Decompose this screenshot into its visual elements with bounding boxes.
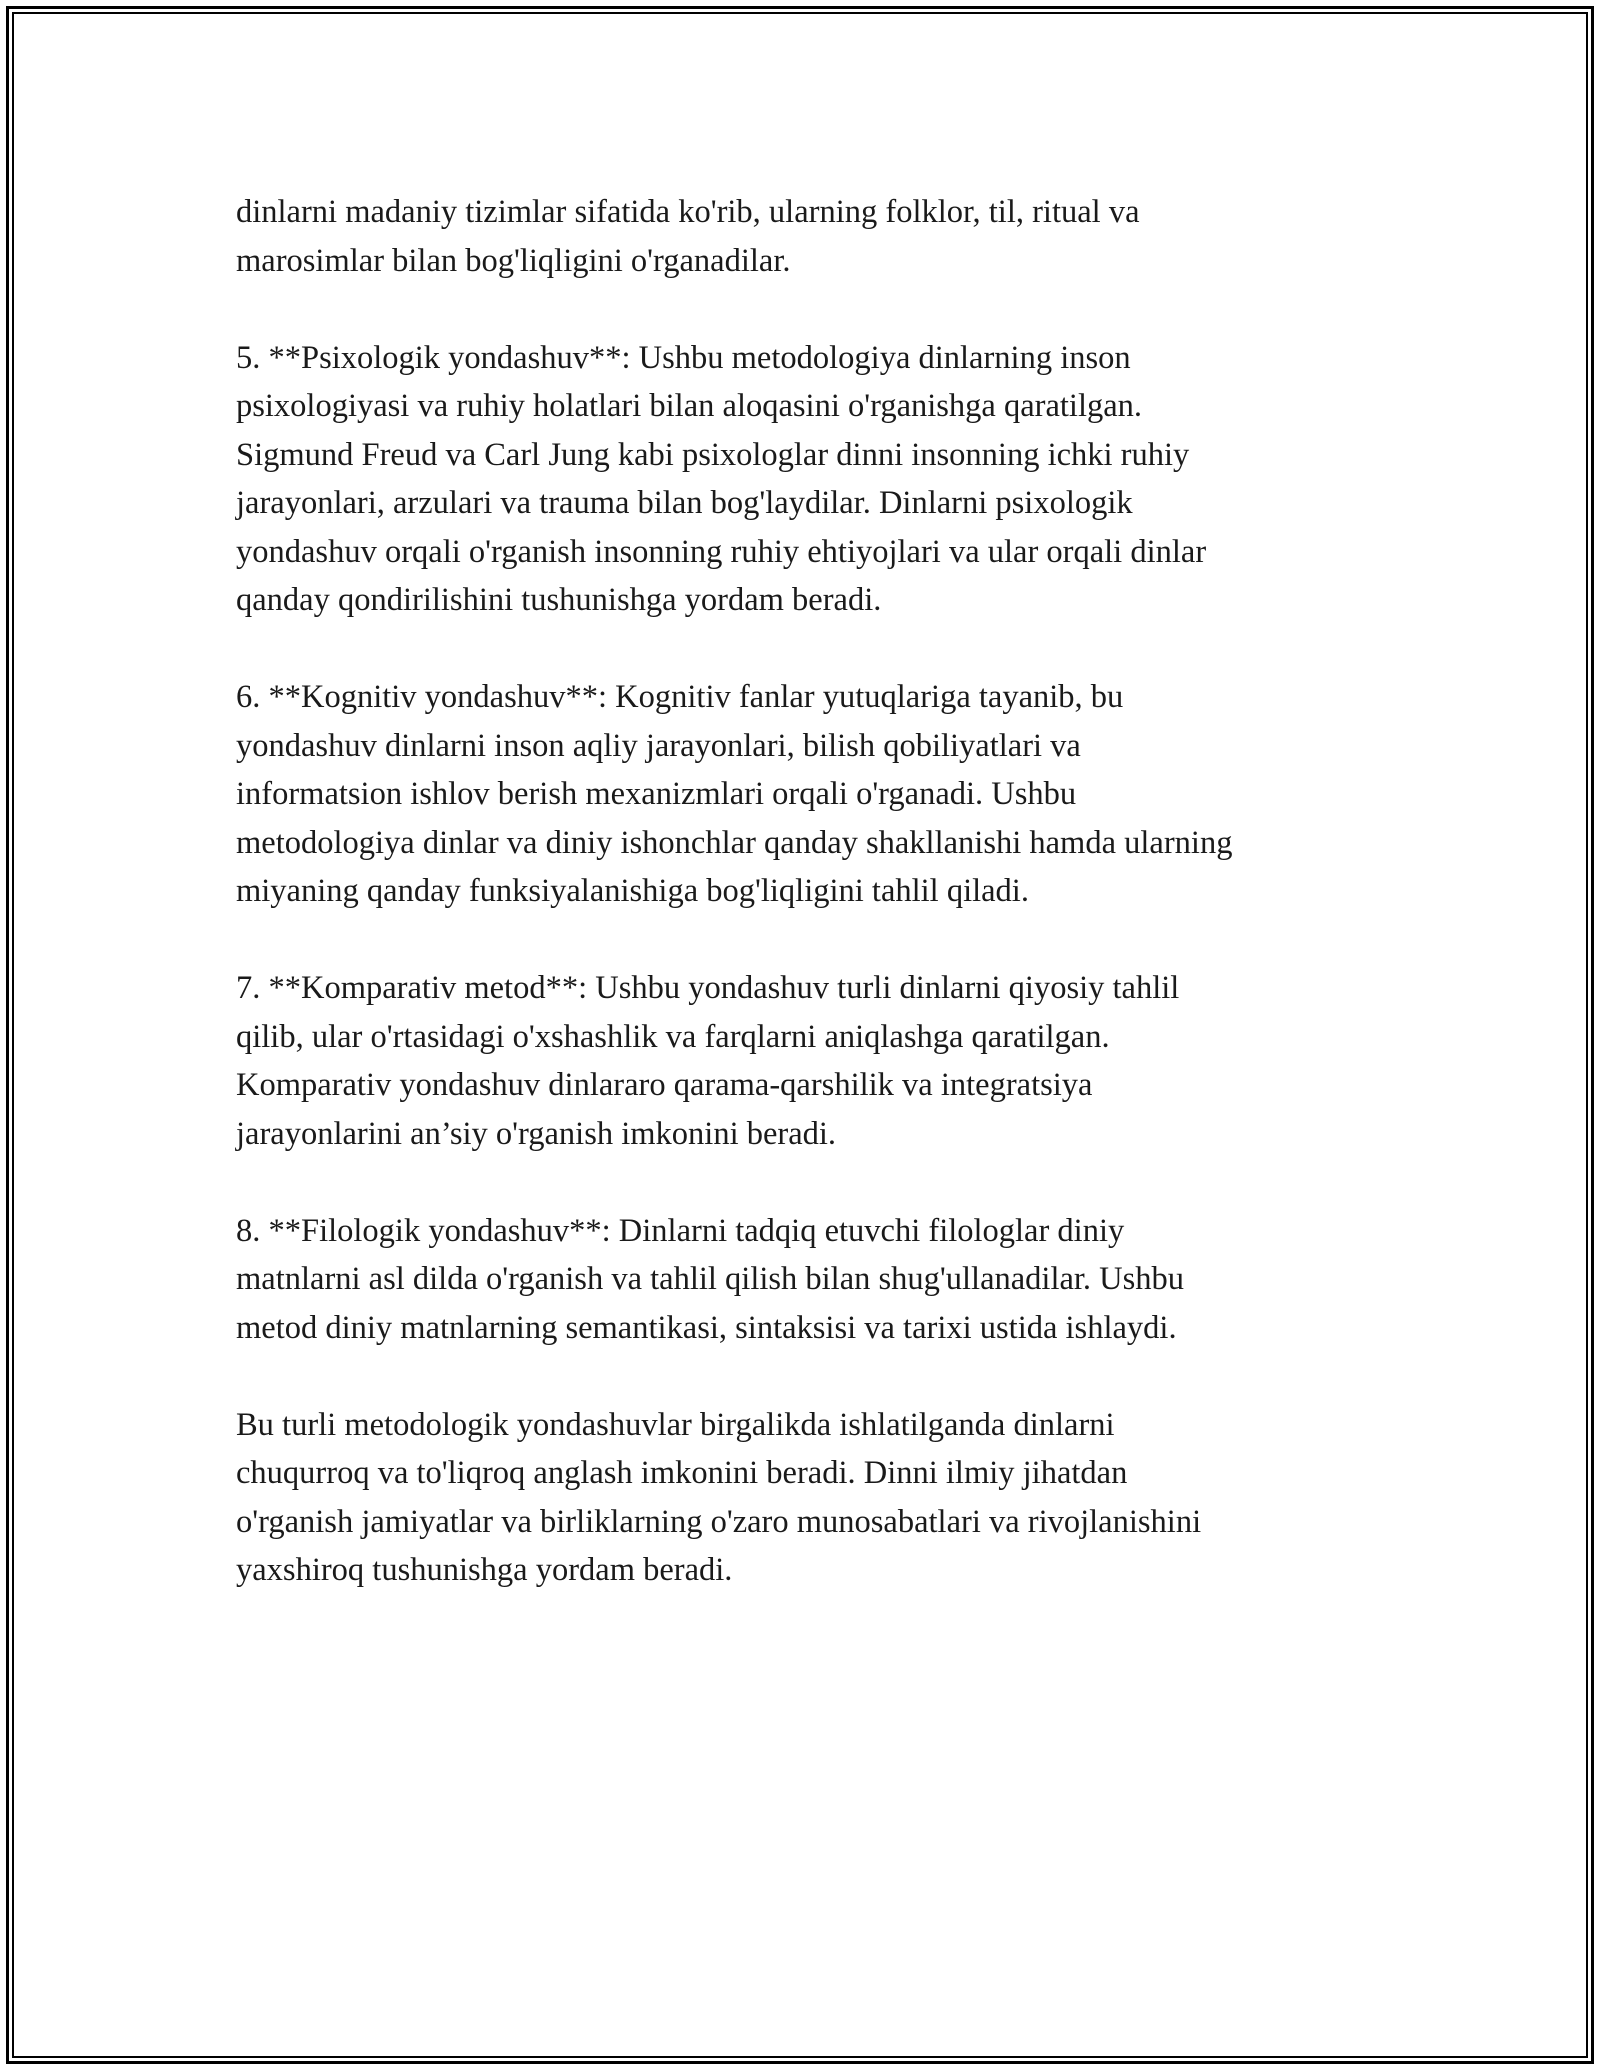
paragraph-conclusion: Bu turli metodologik yondashuvlar birgalikda ishlatilganda dinlarni chuqurroq va to'liqroq anglash imkonini beradi. Dinni ilmiy jihatdan o'rganish jamiyatlar va birliklarning o'zaro munosabatlari va rivojlanishini yaxshiroq tushunishga yordam beradi.: [236, 1406, 1202, 1588]
paragraph-cognitive-approach: 6. **Kognitiv yondashuv**: Kognitiv fanlar yutuqlariga tayanib, bu yondashuv dinlarni inson aqliy jarayonlari, bilish qobiliyatlari va informatsion ishlov berish mexanizmlari orqali o'rganadi. Ushbu metodologiya dinlar va diniy ishonchlar qanday shakllanishi hamda ularning miyaning qanday funksiyalanishiga bog'liqligini tahlil qiladi.: [236, 679, 1233, 909]
paragraph-comparative-method: 7. **Komparativ metod**: Ushbu yondashuv turli dinlarni qiyosiy tahlil qilib, ular o'rtasidagi o'xshashlik va farqlarni aniqlashga qaratilgan. Komparativ yondashuv dinlararo qarama-qarshilik va integratsiya jarayonlarini an’siy o'rganish imkonini beradi.: [236, 970, 1180, 1152]
document-body: [236, 188, 1376, 1643]
paragraph-psychological-approach: 5. **Psixologik yondashuv**: Ushbu metodologiya dinlarning inson psixologiyasi va ruhiy holatlari bilan aloqasini o'rganishga qaratilgan. Sigmund Freud va Carl Jung kabi psixologlar dinni insonning ichki ruhiy jarayonlari, arzulari va trauma bilan bog'laydilar. Dinlarni psixologik yondashuv orqali o'rganish insonning ruhiy ehtiyojlari va ular orqali dinlar qanday qondirilishini tushunishga yordam beradi.: [236, 339, 1207, 618]
paragraph-intro-continuation: dinlarni madaniy tizimlar sifatida ko'rib, ularning folklor, til, ritual va marosimlar bilan bog'liqligini o'rganadilar.: [236, 194, 1140, 279]
paragraph-philological-approach: 8. **Filologik yondashuv**: Dinlarni tadqiq etuvchi filologlar diniy matnlarni asl dilda o'rganish va tahlil qilish bilan shug'ullanadilar. Ushbu metod diniy matnlarning semantikasi, sintaksisi va tarixi ustida ishlaydi.: [236, 1212, 1185, 1346]
